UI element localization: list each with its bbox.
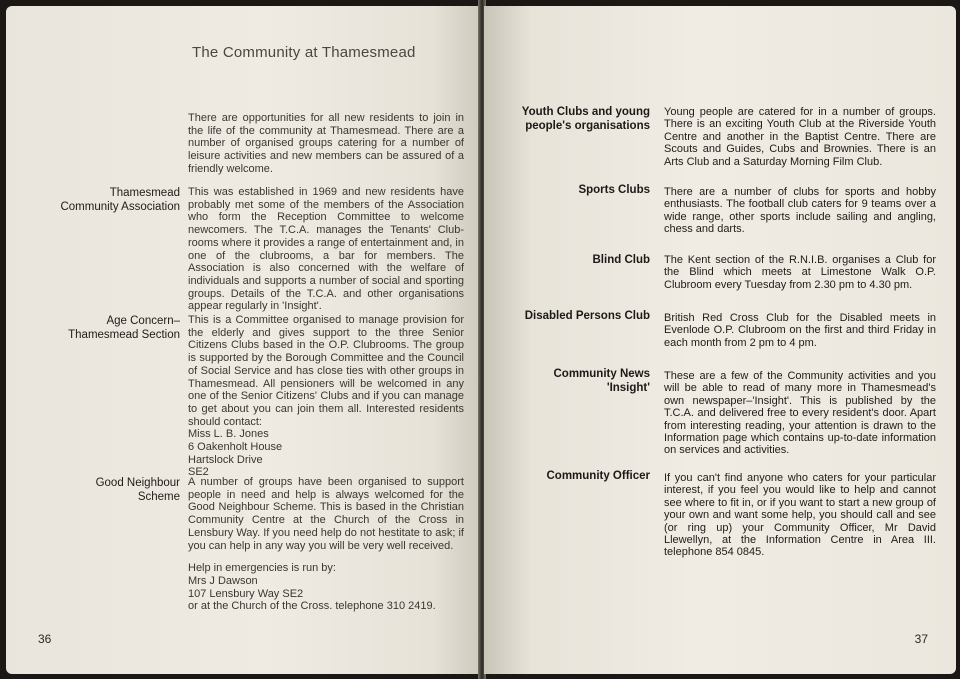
section-label-line: people's organisations xyxy=(525,119,650,132)
page-title: The Community at Thamesmead xyxy=(192,44,416,61)
section-label-line: Community Officer xyxy=(546,470,650,482)
section-label-line: Scheme xyxy=(137,491,180,503)
section-body: These are a few of the Community activities and you will be able to read of many more in Thamesmead's own newspaper–'Insight'. This is published by the T.C.A. and delivered free to every resident's door. Apart from interesting reading, your attention is drawn to the Information page which contains up-to-date information on services and activities. xyxy=(664,370,936,457)
section-label-line: Thamesmead Section xyxy=(68,329,180,341)
intro-text: There are opportunities for all new residents to join in the life of the community at Thamesmead. There are a number of organised groups catering for a number of leisure activities and new members can be assured of a friendly welcome. xyxy=(188,112,464,175)
section-label xyxy=(514,368,650,395)
section-label-line: Disabled Persons Club xyxy=(524,310,650,322)
section-body-wrapper xyxy=(188,476,464,613)
section-label-line: Community Association xyxy=(60,201,180,213)
section-body: Young people are catered for in a number of groups. There is an exciting Youth Club at the Riverside Youth Centre and another in the Baptist Centre. There are Scouts and Guides, Cubs and Brownies. There is an Arts Club and a Saturday Morning Film Club. xyxy=(664,106,936,168)
section-label xyxy=(514,310,650,324)
contact-address-line: Hartslock Drive xyxy=(188,453,263,466)
left-page xyxy=(6,6,480,674)
section-label xyxy=(26,314,180,342)
section-label xyxy=(514,254,650,268)
contact-address-line: 6 Oakenholt House xyxy=(188,441,283,454)
section-label-line: Thamesmead xyxy=(109,187,180,199)
contact-name: Mrs J Dawson xyxy=(188,574,258,587)
section-label-line: Youth Clubs and young xyxy=(521,106,650,118)
section-label-line: Blind Club xyxy=(592,254,650,266)
section-label-line: Good Neighbour xyxy=(95,477,180,489)
contact-name: Miss L. B. Jones xyxy=(188,428,269,441)
section-label-line: Community News xyxy=(553,368,650,380)
emergency-intro: Help in emergencies is run by: xyxy=(188,562,336,575)
section-body: This was established in 1969 and new residents have probably met some of the members of the Association who form the Reception Committee to welcome newcomers. The T.C.A. manages the Tenants' Club-rooms where it provides a range of entertainment and, in one of the clubrooms, a bar for members. The Association is also concerned with the welfare of individuals and supports a number of social and sporting groups. Details of the T.C.A. and other organisations appear regularly in 'Insight'. xyxy=(188,186,464,313)
section-body: A number of groups have been organised to support people in need and help is always welcomed for the Good Neighbour Scheme. This is based in the Christian Community Centre at the Church of the Cross in Lensbury Way. If you need help do not hestitate to ask; if you can help in any way you will be very well received. xyxy=(188,476,464,552)
section-label-line: 'Insight' xyxy=(606,381,650,394)
section-body: This is a Committee organised to manage provision for the elderly and gives support to the three Senior Citizens Clubs based in the O.P. Clubrooms. The group is supported by the Borough Committee and the Council of Social Service and has close ties with other groups in Thamesmead. All pensioners will be welcomed in any one of the Senior Citizens' Clubs and if you can manage to get about you can join them all. Interested residents should contact: xyxy=(188,314,464,428)
section-body-wrapper xyxy=(188,314,464,479)
section-label xyxy=(514,470,650,484)
page-number: 36 xyxy=(38,632,52,646)
section-body: British Red Cross Club for the Disabled meets in Evenlode O.P. Clubroom on the first and third Friday in each month from 2 pm to 4 pm. xyxy=(664,312,936,349)
contact-address-line: SE2 xyxy=(188,466,209,479)
page-number: 37 xyxy=(914,632,928,646)
section-body: There are a number of clubs for sports and hobby enthusiasts. The football club caters for 9 teams over a wide range, other sports include sailing and angling, chess and darts. xyxy=(664,186,936,236)
right-page xyxy=(484,6,956,674)
section-label xyxy=(26,186,180,214)
section-label xyxy=(26,476,180,504)
section-label xyxy=(514,184,650,198)
section-label-line: Age Concern– xyxy=(106,315,180,327)
contact-address-line: or at the Church of the Cross. telephone 310 2419. xyxy=(188,600,436,613)
contact-address-line: 107 Lensbury Way SE2 xyxy=(188,587,304,600)
section-body: The Kent section of the R.N.I.B. organises a Club for the Blind which meets at Limestone Walk O.P. Clubroom every Tuesday from 2.30 pm to 4.30 pm. xyxy=(664,254,936,291)
section-label xyxy=(514,106,650,133)
section-body: If you can't find anyone who caters for your particular interest, if you feel you would like to help and cannot see where to fit in, or if you want to start a new group of your own and want some help, you should call and see (or ring up) your Community Officer, Mr David Llewellyn, at the Information Centre in Area III. telephone 854 0845. xyxy=(664,472,936,559)
section-label-line: Sports Clubs xyxy=(578,184,650,196)
